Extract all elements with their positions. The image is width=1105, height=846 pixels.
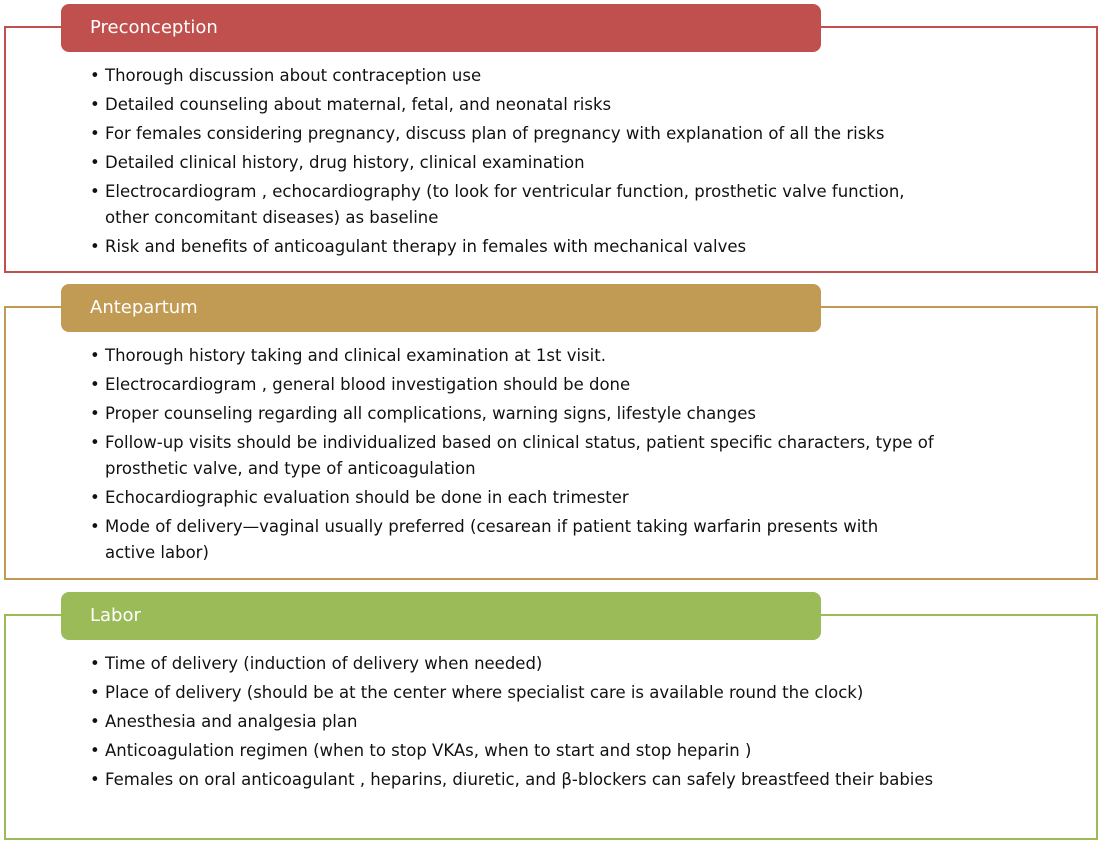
list-item: • Detailed clinical history, drug history, clinical examination <box>90 150 1080 176</box>
preconception-header: Preconception <box>61 4 821 52</box>
list-item: • Risk and benefits of anticoagulant therapy in females with mechanical valves <box>90 234 1080 260</box>
list-item: • Mode of delivery—vaginal usually preferred (cesarean if patient taking warfarin presents with active labor) <box>90 514 1080 566</box>
list-item: • Electrocardiogram , echocardiography (to look for ventricular function, prosthetic valve function, other concomitant diseases) as baseline <box>90 179 1080 231</box>
antepartum-list <box>90 343 1080 569</box>
list-item: • Time of delivery (induction of delivery when needed) <box>90 651 1080 677</box>
list-item: • Proper counseling regarding all complications, warning signs, lifestyle changes <box>90 401 1080 427</box>
list-item: • Electrocardiogram , general blood investigation should be done <box>90 372 1080 398</box>
list-item: • Follow-up visits should be individualized based on clinical status, patient specific characters, type of prosthetic valve, and type of anticoagulation <box>90 430 1080 482</box>
antepartum-header: Antepartum <box>61 284 821 332</box>
list-item: • Anesthesia and analgesia plan <box>90 709 1080 735</box>
list-item: • For females considering pregnancy, discuss plan of pregnancy with explanation of all the risks <box>90 121 1080 147</box>
labor-list <box>90 651 1080 796</box>
preconception-list <box>90 63 1080 263</box>
list-item: • Thorough history taking and clinical examination at 1st visit. <box>90 343 1080 369</box>
list-item: • Females on oral anticoagulant , heparins, diuretic, and β-blockers can safely breastfeed their babies <box>90 767 1080 793</box>
labor-header: Labor <box>61 592 821 640</box>
list-item: • Place of delivery (should be at the center where specialist care is available round the clock) <box>90 680 1080 706</box>
list-item: • Detailed counseling about maternal, fetal, and neonatal risks <box>90 92 1080 118</box>
list-item: • Echocardiographic evaluation should be done in each trimester <box>90 485 1080 511</box>
list-item: • Thorough discussion about contraception use <box>90 63 1080 89</box>
list-item: • Anticoagulation regimen (when to stop VKAs, when to start and stop heparin ) <box>90 738 1080 764</box>
